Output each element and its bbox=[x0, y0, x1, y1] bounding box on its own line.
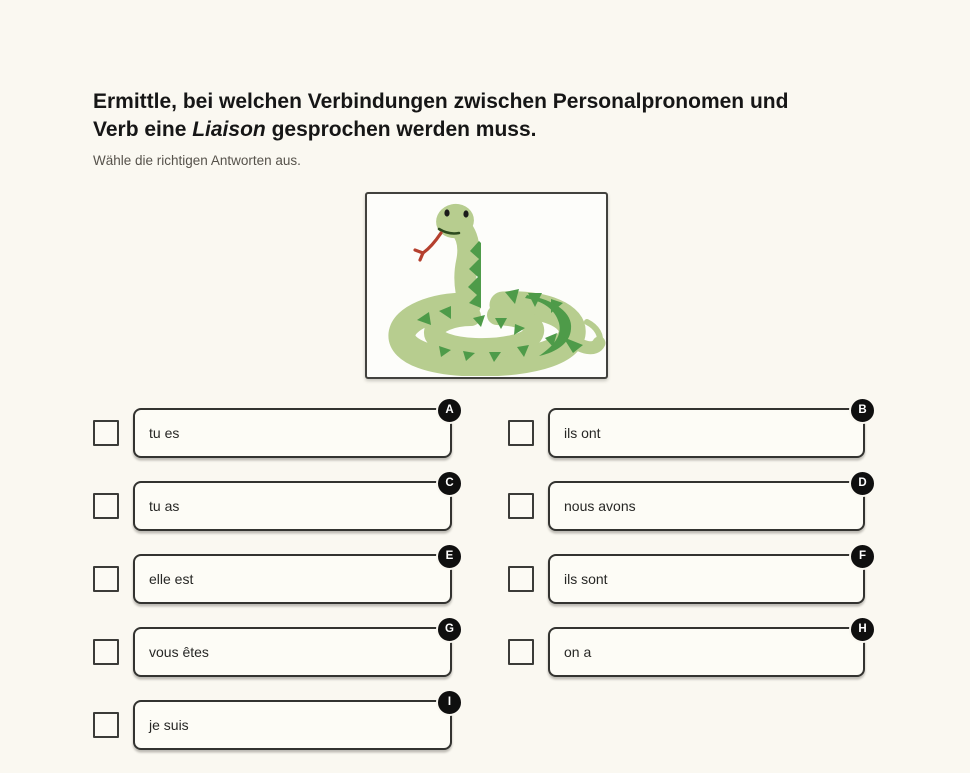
answer-label: tu as bbox=[149, 498, 180, 514]
answer-box-i[interactable] bbox=[133, 695, 452, 750]
task-title bbox=[93, 88, 893, 144]
answer-box-a[interactable] bbox=[133, 403, 454, 458]
checkbox-e[interactable] bbox=[93, 566, 119, 592]
option-row-b[interactable] bbox=[508, 403, 867, 458]
answer-label: je suis bbox=[149, 717, 189, 733]
option-letter-badge: C bbox=[436, 470, 463, 497]
checkbox-c[interactable] bbox=[93, 493, 119, 519]
answer-box-c[interactable] bbox=[133, 476, 454, 531]
option-row-d[interactable] bbox=[508, 476, 867, 531]
checkbox-f[interactable] bbox=[508, 566, 534, 592]
checkbox-b[interactable] bbox=[508, 420, 534, 446]
answer-label: vous êtes bbox=[149, 644, 209, 660]
answer-box-h[interactable] bbox=[548, 622, 867, 677]
option-letter-badge: F bbox=[849, 543, 876, 570]
answer-label: ils ont bbox=[564, 425, 601, 441]
option-row-g[interactable] bbox=[93, 622, 454, 677]
task-header bbox=[93, 88, 893, 168]
title-italic-term: Liaison bbox=[192, 118, 266, 141]
snake-illustration bbox=[367, 195, 606, 376]
checkbox-g[interactable] bbox=[93, 639, 119, 665]
option-letter-badge: A bbox=[436, 397, 463, 424]
option-row-c[interactable] bbox=[93, 476, 454, 531]
answer-label: ils sont bbox=[564, 571, 608, 587]
option-row-f[interactable] bbox=[508, 549, 867, 604]
illustration-frame bbox=[365, 192, 608, 379]
option-letter-badge: E bbox=[436, 543, 463, 570]
option-row-i[interactable] bbox=[93, 695, 452, 750]
answer-label: elle est bbox=[149, 571, 194, 587]
option-letter-badge: B bbox=[849, 397, 876, 424]
title-line2-post: gesprochen werden muss. bbox=[265, 118, 537, 141]
answer-box-e[interactable] bbox=[133, 549, 454, 604]
options-grid bbox=[93, 403, 867, 750]
option-row-e[interactable] bbox=[93, 549, 454, 604]
answer-box-f[interactable] bbox=[548, 549, 867, 604]
answer-box-d[interactable] bbox=[548, 476, 867, 531]
checkbox-a[interactable] bbox=[93, 420, 119, 446]
checkbox-h[interactable] bbox=[508, 639, 534, 665]
option-row-a[interactable] bbox=[93, 403, 454, 458]
task-instruction: Wähle die richtigen Antworten aus. bbox=[93, 153, 301, 168]
answer-label: on a bbox=[564, 644, 592, 660]
option-letter-badge: H bbox=[849, 616, 876, 643]
title-line2-pre: Verb eine bbox=[93, 118, 193, 141]
checkbox-i[interactable] bbox=[93, 712, 119, 738]
answer-box-b[interactable] bbox=[548, 403, 867, 458]
option-letter-badge: D bbox=[849, 470, 876, 497]
checkbox-d[interactable] bbox=[508, 493, 534, 519]
title-line1: Ermittle, bei welchen Verbindungen zwischen Personalpronomen und bbox=[93, 90, 789, 113]
answer-label: nous avons bbox=[564, 498, 636, 514]
answer-label: tu es bbox=[149, 425, 180, 441]
option-letter-badge: I bbox=[436, 689, 463, 716]
option-letter-badge: G bbox=[436, 616, 463, 643]
option-row-h[interactable] bbox=[508, 622, 867, 677]
answer-box-g[interactable] bbox=[133, 622, 454, 677]
